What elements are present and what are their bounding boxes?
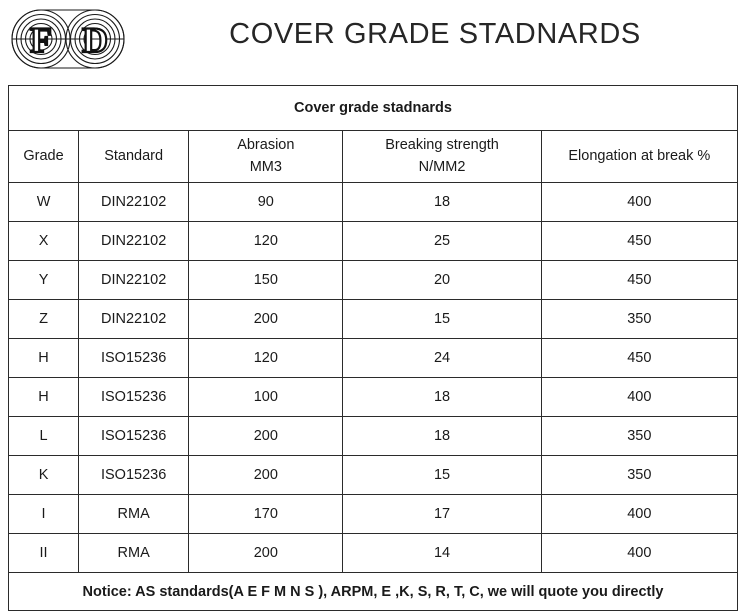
cell-grade: Z [9, 300, 79, 339]
table-caption: Cover grade stadnards [9, 86, 738, 131]
cell-standard: DIN22102 [79, 183, 189, 222]
column-header-breaking-strength [343, 131, 541, 183]
table-row [9, 183, 738, 222]
cell-abrasion: 200 [189, 417, 343, 456]
cell-elongation: 350 [541, 456, 737, 495]
table-row [9, 300, 738, 339]
cell-grade: Y [9, 261, 79, 300]
cell-standard: ISO15236 [79, 339, 189, 378]
cell-elongation: 350 [541, 300, 737, 339]
table-row [9, 534, 738, 573]
cell-breaking: 17 [343, 495, 541, 534]
table-row [9, 339, 738, 378]
cell-breaking: 25 [343, 222, 541, 261]
cell-standard: DIN22102 [79, 300, 189, 339]
table-caption-row [9, 86, 738, 131]
cell-standard: DIN22102 [79, 261, 189, 300]
column-header-breaking-line2: N/MM2 [418, 158, 466, 175]
cell-abrasion: 170 [189, 495, 343, 534]
cover-grade-table-container [8, 85, 738, 611]
cell-grade: X [9, 222, 79, 261]
table-header-row [9, 131, 738, 183]
cell-grade: W [9, 183, 79, 222]
cell-elongation: 400 [541, 534, 737, 573]
cell-elongation: 400 [541, 495, 737, 534]
cell-abrasion: 200 [189, 300, 343, 339]
table-row [9, 456, 738, 495]
page-title: COVER GRADE STADNARDS [229, 18, 641, 50]
cell-grade: II [9, 534, 79, 573]
cell-breaking: 18 [343, 183, 541, 222]
cell-breaking: 18 [343, 378, 541, 417]
cell-abrasion: 200 [189, 534, 343, 573]
cell-standard: ISO15236 [79, 378, 189, 417]
column-header-elongation [541, 131, 737, 183]
cell-breaking: 15 [343, 456, 541, 495]
cell-abrasion: 120 [189, 339, 343, 378]
cell-abrasion: 120 [189, 222, 343, 261]
cell-standard: DIN22102 [79, 222, 189, 261]
cell-breaking: 24 [343, 339, 541, 378]
cell-breaking: 20 [343, 261, 541, 300]
cell-standard: ISO15236 [79, 456, 189, 495]
cell-grade: L [9, 417, 79, 456]
cell-elongation: 350 [541, 417, 737, 456]
cell-standard: RMA [79, 495, 189, 534]
table-row [9, 261, 738, 300]
column-header-standard-line1: Standard [104, 147, 164, 164]
column-header-abrasion [189, 131, 343, 183]
cell-grade: H [9, 378, 79, 417]
cell-elongation: 450 [541, 261, 737, 300]
cell-elongation: 450 [541, 222, 737, 261]
column-header-grade [9, 131, 79, 183]
column-header-elongation-line1: Elongation at break % [568, 147, 711, 164]
cell-breaking: 18 [343, 417, 541, 456]
column-header-abrasion-line1: Abrasion [237, 137, 295, 154]
column-header-standard [79, 131, 189, 183]
cell-elongation: 400 [541, 378, 737, 417]
cell-abrasion: 100 [189, 378, 343, 417]
cell-abrasion: 90 [189, 183, 343, 222]
table-row [9, 417, 738, 456]
cell-breaking: 15 [343, 300, 541, 339]
table-row [9, 378, 738, 417]
cell-grade: I [9, 495, 79, 534]
notice-text: Notice: AS standards(A E F M N S ), ARPM, E ,K, S, R, T, C, we will quote you directly [9, 573, 738, 611]
cell-standard: RMA [79, 534, 189, 573]
logo-letter-d: D [82, 20, 108, 60]
table-row [9, 222, 738, 261]
cover-grade-table [8, 85, 738, 611]
cell-elongation: 400 [541, 183, 737, 222]
cell-grade: K [9, 456, 79, 495]
cell-abrasion: 150 [189, 261, 343, 300]
page-header [0, 0, 750, 78]
logo-letter-f: F [30, 20, 52, 60]
cell-elongation: 450 [541, 339, 737, 378]
cell-grade: H [9, 339, 79, 378]
column-header-abrasion-line2: MM3 [249, 158, 282, 175]
cell-standard: ISO15236 [79, 417, 189, 456]
cell-abrasion: 200 [189, 456, 343, 495]
table-row [9, 495, 738, 534]
column-header-breaking-line1: Breaking strength [385, 137, 499, 154]
cell-breaking: 14 [343, 534, 541, 573]
column-header-grade-line1: Grade [23, 147, 64, 164]
